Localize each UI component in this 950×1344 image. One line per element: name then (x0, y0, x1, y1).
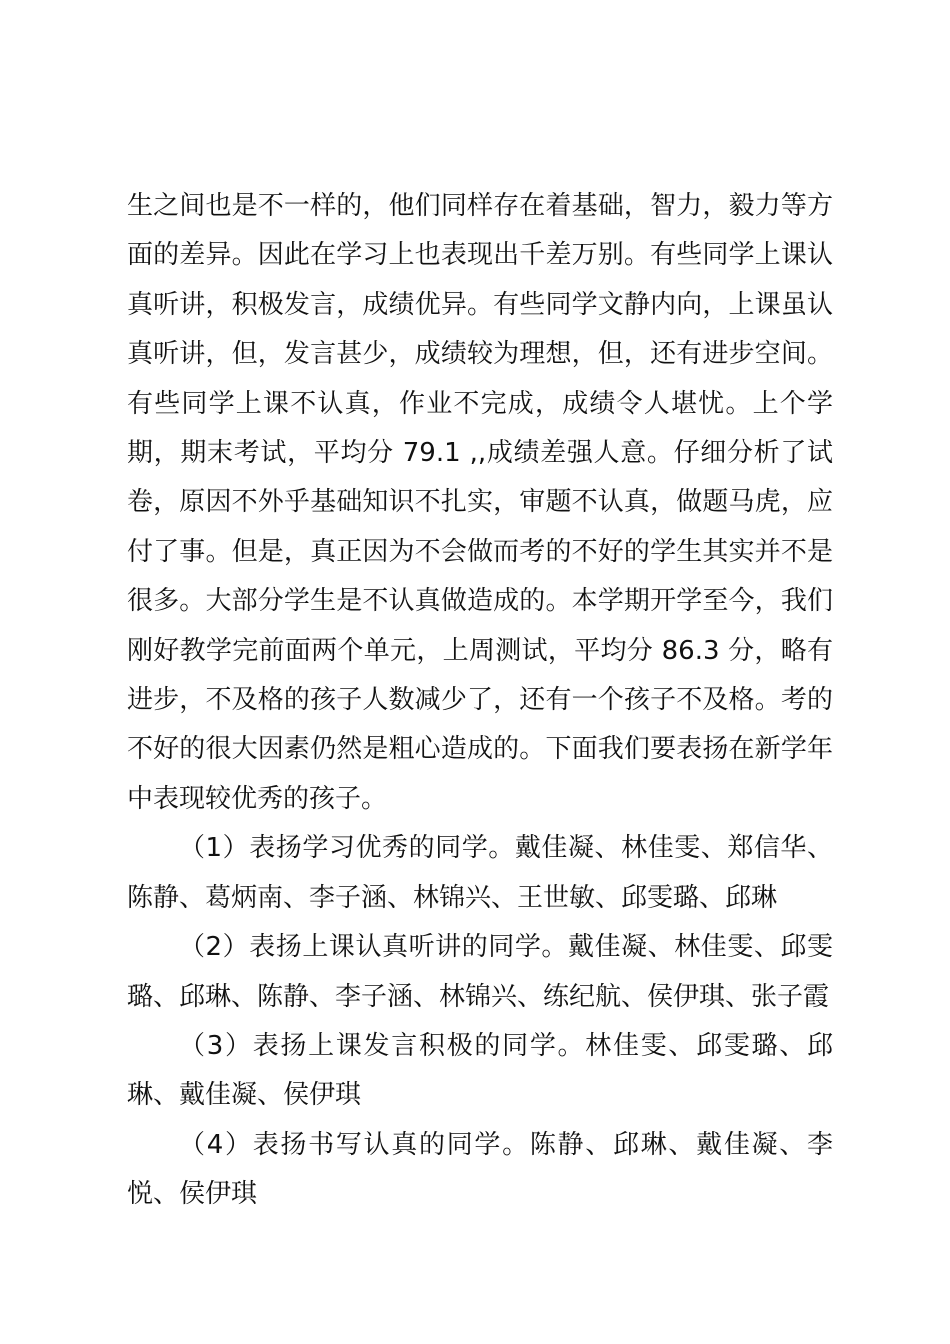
document-body (127, 182, 833, 1220)
intro-paragraph: 生之间也是不一样的，他们同样存在着基础，智力，毅力等方面的差异。因此在学习上也表现出千差万别。有些同学上课认真听讲，积极发言，成绩优异。有些同学文静内向，上课虽认真听讲，但，发言甚少，成绩较为理想，但，还有进步空间。有些同学上课不认真，作业不完成，成绩令人堪忧。上个学期，期末考试，平均分 79.1 ,,成绩差强人意。仔细分析了试卷，原因不外乎基础知识不扎实，审题不认真，做题马虎，应付了事。但是，真正因为不会做而考的不好的学生其实并不是很多。大部分学生是不认真做造成的。本学期开学至今，我们刚好教学完前面两个单元，上周测试，平均分 86.3 分，略有进步，不及格的孩子人数减少了，还有一个孩子不及格。考的不好的很大因素仍然是粗心造成的。下面我们要表扬在新学年中表现较优秀的孩子。 (127, 191, 833, 814)
commendation-item-listening: （2）表扬上课认真听讲的同学。戴佳凝、林佳雯、邱雯璐、邱琳、陈静、李子涵、林锦兴、练纪航、侯伊琪、张子霞 (127, 932, 833, 1012)
commendation-item-writing: （4）表扬书写认真的同学。陈静、邱琳、戴佳凝、李悦、侯伊琪 (127, 1129, 833, 1210)
commendation-item-speaking: （3）表扬上课发言积极的同学。林佳雯、邱雯璐、邱琳、戴佳凝、侯伊琪 (127, 1030, 833, 1111)
commendation-item-study: （1）表扬学习优秀的同学。戴佳凝、林佳雯、郑信华、陈静、葛炳南、李子涵、林锦兴、王世敏、邱雯璐、邱琳 (127, 833, 833, 913)
